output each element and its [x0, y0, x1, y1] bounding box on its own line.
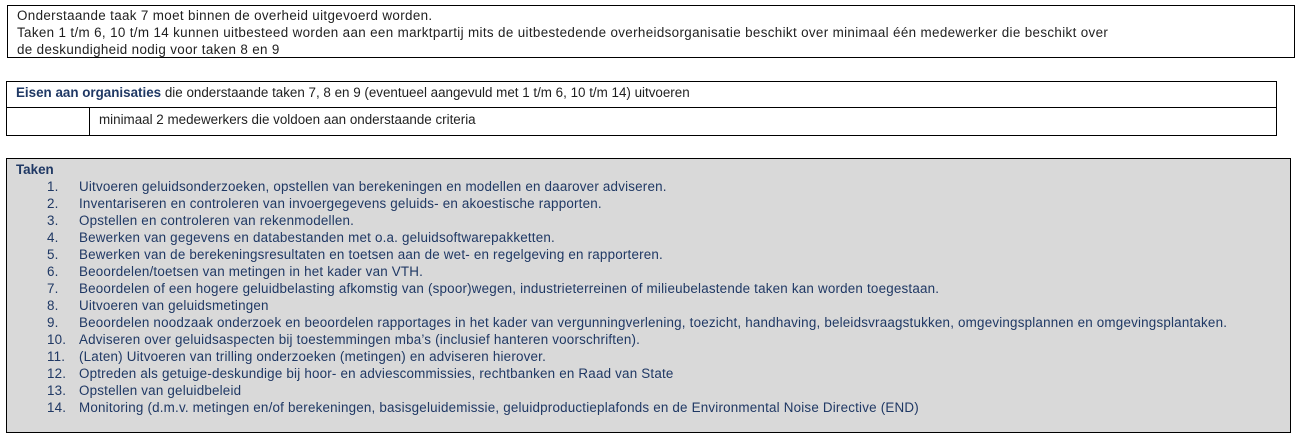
task-number: 3.: [47, 213, 59, 228]
task-number: 13.: [47, 383, 67, 398]
tasks-title: Taken: [16, 162, 54, 177]
task-number: 8.: [47, 298, 59, 313]
intro-line-3: de deskundigheid nodig voor taken 8 en 9: [17, 42, 280, 57]
task-text: Opstellen van geluidbeleid: [79, 383, 242, 398]
task-number: 4.: [47, 230, 59, 245]
task-number: 11.: [47, 349, 66, 364]
list-item: [7, 280, 1290, 297]
task-number: 1.: [47, 179, 59, 194]
task-number: 5.: [47, 247, 59, 262]
list-item: [7, 212, 1290, 229]
criteria-text: minimaal 2 medewerkers die voldoen aan onderstaande criteria: [99, 112, 476, 127]
tasks-box: [6, 158, 1291, 433]
task-number: 7.: [47, 281, 59, 296]
task-text: Bewerken van de berekeningsresultaten en toetsen aan de wet- en regelgeving en rapporteren.: [79, 247, 663, 262]
list-item: [7, 246, 1290, 263]
task-text: Inventariseren en controleren van invoergegevens geluids- en akoestische rapporten.: [79, 196, 602, 211]
task-text: Adviseren over geluidsaspecten bij toestemmingen mba’s (inclusief hanteren voorschriften).: [79, 332, 641, 347]
list-item: [7, 399, 1290, 416]
task-text: Beoordelen/toetsen van metingen in het kader van VTH.: [79, 264, 424, 279]
heading-rest-text: die onderstaande taken 7, 8 en 9 (eventueel aangevuld met 1 t/m 6, 10 t/m 14) uitvoeren: [161, 85, 690, 100]
list-item: [7, 382, 1290, 399]
task-number: 14.: [47, 400, 67, 415]
task-text: Optreden als getuige-deskundige bij hoor- en adviescommissies, rechtbanken en Raad van State: [79, 366, 674, 381]
task-text: Uitvoeren van geluidsmetingen: [79, 298, 269, 313]
task-text: Monitoring (d.m.v. metingen en/of berekeningen, basisgeluidemissie, geluidproductieplafonds en de Environmental Noise Directive (END): [79, 400, 919, 415]
task-text: Uitvoeren geluidsonderzoeken, opstellen van berekeningen en modellen en daarover adviseren.: [79, 179, 667, 194]
task-list: [7, 178, 1290, 416]
task-number: 2.: [47, 196, 59, 211]
task-text: Opstellen en controleren van rekenmodellen.: [79, 213, 355, 228]
list-item: [7, 331, 1290, 348]
task-number: 9.: [47, 315, 59, 330]
task-number: 10.: [47, 332, 67, 347]
task-text: Bewerken van gegevens en databestanden met o.a. geluidsoftwarepakketten.: [79, 230, 555, 245]
criteria-empty-cell: [7, 108, 90, 135]
list-item: [7, 314, 1290, 331]
list-item: [7, 365, 1290, 382]
intro-line-2: Taken 1 t/m 6, 10 t/m 14 kunnen uitbesteed worden aan een marktpartij mits de uitbestedende overheidsorganisatie beschikt over minimaal één medewerker die beschikt over: [17, 25, 1109, 40]
list-item: [7, 178, 1290, 195]
list-item: [7, 229, 1290, 246]
intro-line-1: Onderstaande taak 7 moet binnen de overheid uitgevoerd worden.: [17, 8, 433, 23]
criteria-row: [7, 108, 1276, 135]
organisation-requirements-heading: [7, 82, 1276, 108]
list-item: [7, 263, 1290, 280]
heading-bold-text: Eisen aan organisaties: [16, 85, 162, 100]
task-text: (Laten) Uitvoeren van trilling onderzoeken (metingen) en adviseren hierover.: [79, 349, 547, 364]
list-item: [7, 195, 1290, 212]
intro-box: [7, 5, 1295, 58]
task-number: 12.: [47, 366, 67, 381]
organisation-requirements-table: [6, 81, 1277, 136]
task-number: 6.: [47, 264, 59, 279]
task-text: Beoordelen noodzaak onderzoek en beoordelen rapportages in het kader van vergunningverlening, toezicht, handhaving, beleidsvraagstukken, omgevingsplannen en omgevingsplantaken.: [79, 315, 1228, 330]
list-item: [7, 297, 1290, 314]
list-item: [7, 348, 1290, 365]
task-text: Beoordelen of een hogere geluidbelasting afkomstig van (spoor)wegen, industrieterreinen of milieubelastende taken kan worden toegestaan.: [79, 281, 940, 296]
